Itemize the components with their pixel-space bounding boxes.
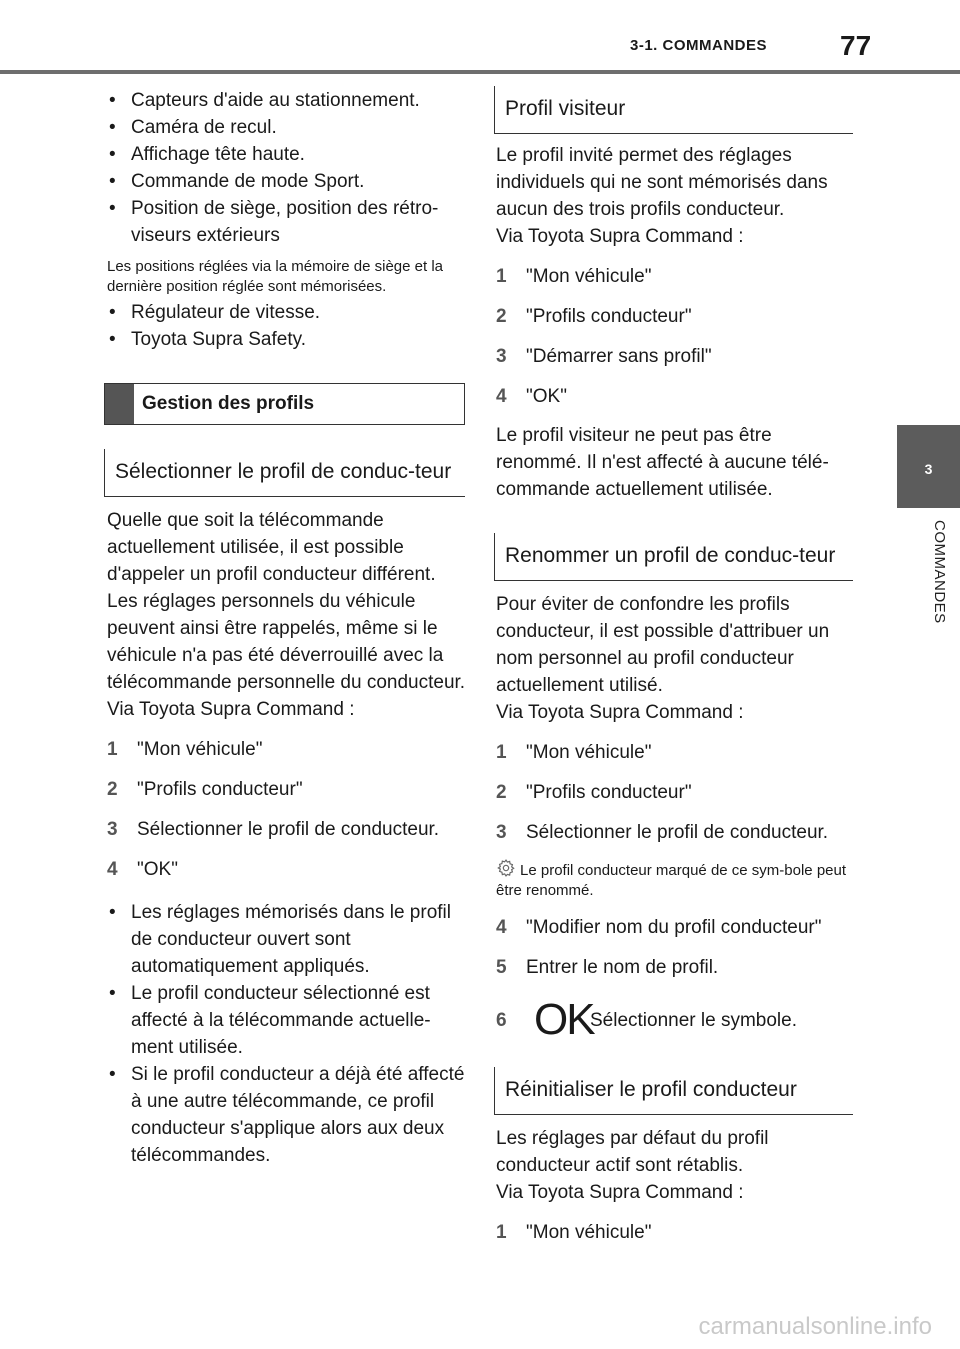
subheading: Sélectionner le profil de conduc-teur [104,449,465,497]
step-item [496,819,856,846]
gear-icon [496,858,516,878]
step-text: "OK" [526,386,567,407]
step-number: 3 [496,822,507,843]
via-text: Via Toyota Supra Command : [496,226,744,247]
step-item [496,914,856,941]
gear-note [496,858,856,901]
step-item [496,263,856,290]
chapter-tab-label: COMMANDES [931,520,948,624]
page-number: 77 [840,30,872,61]
paragraph: Les réglages par défaut du profil conducteur actif sont rétablis. [496,1128,769,1176]
step-number: 1 [496,742,507,763]
running-header-section: 3-1. COMMANDES [630,37,768,54]
step-text: "Profils conducteur" [526,782,692,803]
section-marker [105,384,134,424]
step-number: 1 [496,1222,507,1243]
step-text: Entrer le nom de profil. [526,957,719,978]
step-text: "Profils conducteur" [526,306,692,327]
step-number: 4 [496,386,507,407]
step-item [496,1219,856,1246]
step-text: Sélectionner le profil de conducteur. [526,822,829,843]
paragraph: Quelle que soit la télécommande actuellement utilisée, il est possible d'appeler un profil conducteur différent. Les réglages personnels du véhicule peuvent ainsi être rappelés, même si le véhicule n'a pas été déverrouillé avec la télécommande personnelle du conducteur. [107,510,466,693]
step-item [496,954,856,981]
ok-symbol-icon: OK [534,995,594,1044]
list-item: • Commande de mode Sport. [107,168,467,195]
subheading: Renommer un profil de conduc-teur [494,533,853,581]
step-number: 1 [496,266,507,287]
step-text: "Mon véhicule" [526,1222,652,1243]
section-title-box [104,383,465,425]
paragraph: Le profil visiteur ne peut pas être renommé. Il n'est affecté à aucune télé-commande actuellement utilisée. [496,425,829,500]
step-text: Sélectionner le profil de conducteur. [137,819,440,840]
list-item: • Le profil conducteur sélectionné est affecté à la télécommande actuelle-ment utilisée. [107,980,467,1061]
step-number: 5 [496,957,507,978]
step-item [496,303,856,330]
via-text: Via Toyota Supra Command : [107,699,355,720]
chapter-tab[interactable] [897,425,960,508]
step-text: "OK" [137,859,178,880]
list-item: • Affichage tête haute. [107,141,467,168]
step-number: 2 [496,782,507,803]
section-title: Gestion des profils [142,393,315,414]
step-number: 6 [496,1010,507,1031]
via-text: Via Toyota Supra Command : [496,1182,744,1203]
watermark: carmanualsonline.info [698,1313,932,1340]
step-number: 4 [107,859,118,880]
note-text: Les positions réglées via la mémoire de siège et la dernière position réglée sont mémorisées. [107,258,444,295]
paragraph: Pour éviter de confondre les profils conducteur, il est possible d'attribuer un nom personnel au profil conducteur actuellement utilisé. [496,594,830,696]
step-item [496,343,856,370]
step-number: 2 [496,306,507,327]
step-item [107,736,467,763]
step-text: "Profils conducteur" [137,779,303,800]
step-item [496,779,856,806]
step-number: 1 [107,739,118,760]
step-text: "Mon véhicule" [526,266,652,287]
step-text: "Mon véhicule" [137,739,263,760]
gear-note-text: Le profil conducteur marqué de ce sym-bole peut être renommé. [496,862,847,899]
step-number: 2 [107,779,118,800]
step-number: 4 [496,917,507,938]
list-item: • Capteurs d'aide au stationnement. [107,87,467,114]
subheading: Profil visiteur [494,86,853,134]
paragraph: Le profil invité permet des réglages individuels qui ne sont mémorisés dans aucun des trois profils conducteur. [496,145,828,220]
step-item [496,995,856,1045]
step-number: 3 [107,819,118,840]
step-text: Sélectionner le symbole. [590,1010,797,1031]
list-item: • Caméra de recul. [107,114,467,141]
list-item: • Position de siège, position des rétro-viseurs extérieurs [107,195,467,249]
step-item [496,739,856,766]
step-item [107,856,467,883]
step-item [496,383,856,410]
right-column [496,86,856,1246]
via-text: Via Toyota Supra Command : [496,702,744,723]
chapter-tab-number: 3 [924,461,933,477]
step-text: "Modifier nom du profil conducteur" [526,917,822,938]
list-item: • Les réglages mémorisés dans le profil de conducteur ouvert sont automatiquement appliqués. [107,899,467,980]
list-item: • Si le profil conducteur a déjà été affecté à une autre télécommande, ce profil conducteur s'applique alors aux deux télécommandes. [107,1061,467,1169]
list-item: • Toyota Supra Safety. [107,326,467,353]
step-text: "Mon véhicule" [526,742,652,763]
step-number: 3 [496,346,507,367]
step-item [107,776,467,803]
header-rule [0,70,960,74]
left-column [107,87,467,1169]
subheading: Réinitialiser le profil conducteur [494,1067,853,1115]
step-text: "Démarrer sans profil" [526,346,712,367]
list-item: • Régulateur de vitesse. [107,299,467,326]
step-item [107,816,467,843]
